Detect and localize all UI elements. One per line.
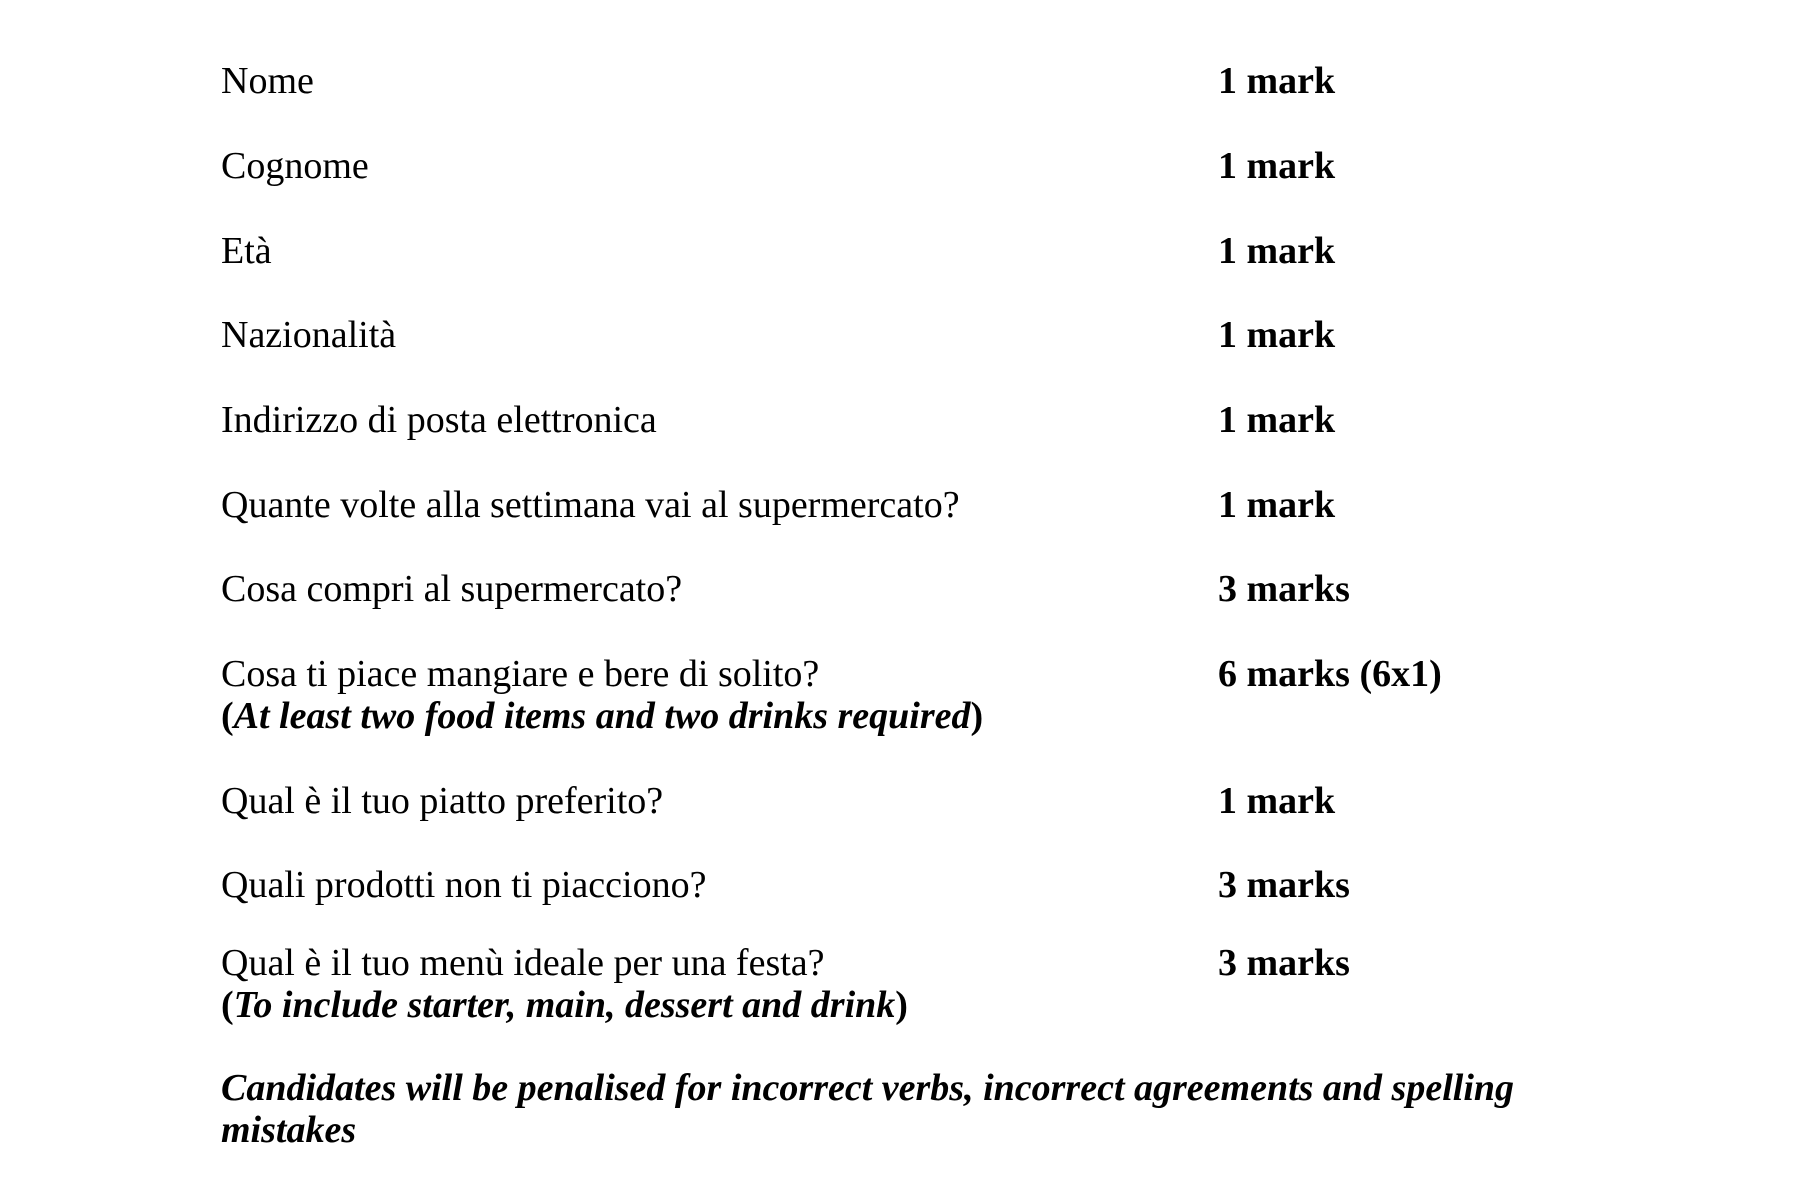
question-text: Indirizzo di posta elettronica (221, 399, 657, 441)
penalty-note: Candidates will be penalised for incorrect verbs, incorrect agreements and spelling mistakes (221, 1067, 1515, 1151)
note-text: To include starter, main, dessert and drink (233, 984, 896, 1026)
question-text: Cognome (221, 145, 369, 187)
note-close-paren: ) (970, 695, 984, 737)
question-block (221, 942, 908, 1026)
note-open-paren: ( (221, 695, 234, 737)
question-note (221, 984, 908, 1026)
marks-value: 1 mark (1218, 484, 1336, 526)
marks-value: 3 marks (1218, 942, 1350, 984)
question-note (221, 695, 983, 737)
question-text: Qual è il tuo piatto preferito? (221, 780, 664, 822)
marks-value: 1 mark (1218, 230, 1336, 272)
question-text: Nazionalità (221, 314, 397, 356)
question-text: Nome (221, 60, 314, 102)
marks-value: 1 mark (1218, 314, 1336, 356)
question-text: Cosa compri al supermercato? (221, 568, 683, 610)
question-text: Qual è il tuo menù ideale per una festa? (221, 942, 825, 984)
note-close-paren: ) (895, 984, 908, 1026)
marks-value: 1 mark (1218, 399, 1336, 441)
note-open-paren: ( (221, 984, 234, 1026)
marks-value: 1 mark (1218, 145, 1336, 187)
marks-value: 6 marks (6x1) (1218, 653, 1442, 695)
question-text: Quante volte alla settimana vai al supermercato? (221, 484, 960, 526)
marks-value: 3 marks (1218, 568, 1350, 610)
marks-value: 1 mark (1218, 60, 1336, 102)
marks-value: 3 marks (1218, 864, 1350, 906)
note-text: At least two food items and two drinks required (233, 695, 971, 737)
question-text: Età (221, 230, 272, 272)
question-block (221, 653, 983, 737)
question-text: Quali prodotti non ti piacciono? (221, 864, 707, 906)
marks-value: 1 mark (1218, 780, 1336, 822)
question-text: Cosa ti piace mangiare e bere di solito? (221, 653, 820, 695)
